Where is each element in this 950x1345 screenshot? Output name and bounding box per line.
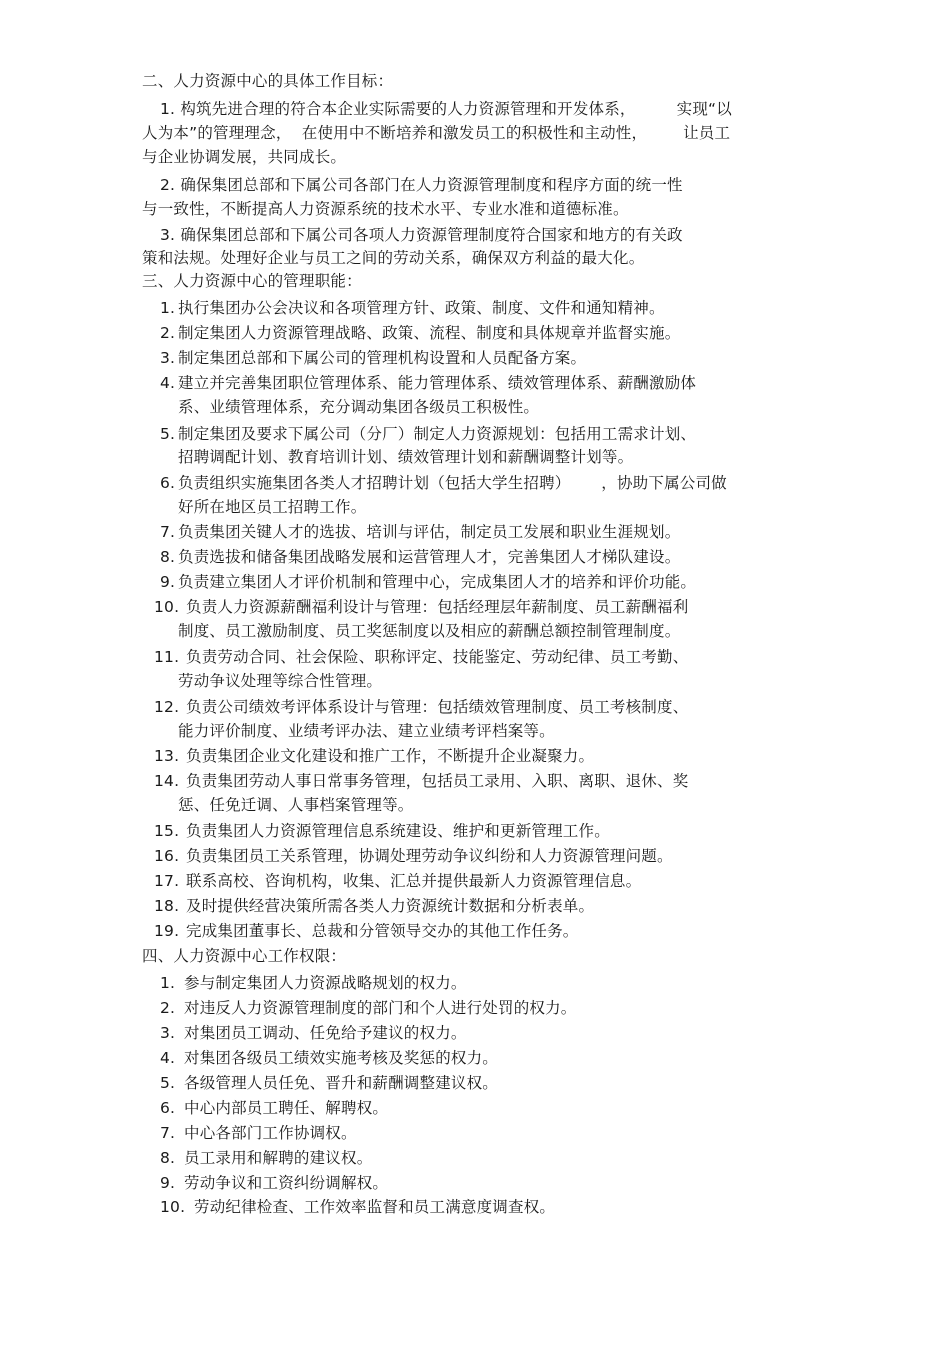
function-item-10-line-2: 制度、员工激励制度、员工奖惩制度以及相应的薪酬总额控制管理制度。 [178, 622, 681, 640]
authority-item-3-number: 3. [160, 1024, 176, 1042]
function-item-17-number: 17. [154, 872, 180, 890]
function-item-14-number: 14. [154, 772, 180, 790]
function-item-7-number: 7. [160, 523, 176, 541]
function-item-6-number: 6. [160, 474, 176, 492]
goal-3-line-2: 策和法规。处理好企业与员工之间的劳动关系，确保双方利益的最大化。 [142, 249, 645, 267]
authority-item-8-number: 8. [160, 1149, 176, 1167]
section-heading-goals: 二、人力资源中心的具体工作目标： [142, 72, 394, 90]
authority-item-1-number: 1. [160, 974, 176, 992]
authority-item-9-text: 劳动争议和工资纠纷调解权。 [184, 1174, 389, 1192]
authority-item-9-number: 9. [160, 1174, 176, 1192]
function-item-5-line-2: 招聘调配计划、教育培训计划、绩效管理计划和薪酬调整计划等。 [178, 448, 634, 466]
function-item-18-line-1: 及时提供经营决策所需各类人力资源统计数据和分析表单。 [186, 897, 595, 915]
authority-item-6-text: 中心内部员工聘任、解聘权。 [184, 1099, 389, 1117]
function-item-8-number: 8. [160, 548, 176, 566]
authority-item-2-text: 对违反人力资源管理制度的部门和个人进行处罚的权力。 [184, 999, 577, 1017]
goal-1-line-1: 1. 构筑先进合理的符合本企业实际需要的人力资源管理和开发体系， 实现“以 [160, 100, 732, 118]
function-item-17-line-1: 联系高校、咨询机构，收集、汇总并提供最新人力资源管理信息。 [186, 872, 642, 890]
function-item-3-line-1: 制定集团总部和下属公司的管理机构设置和人员配备方案。 [178, 349, 587, 367]
function-item-8-line-1: 负责选拔和储备集团战略发展和运营管理人才，完善集团人才梯队建设。 [178, 548, 681, 566]
goal-3-line-1: 3. 确保集团总部和下属公司各项人力资源管理制度符合国家和地方的有关政 [160, 226, 683, 244]
authority-item-7-number: 7. [160, 1124, 176, 1142]
function-item-5-line-1: 制定集团及要求下属公司（分厂）制定人力资源规划：包括用工需求计划、 [178, 425, 697, 443]
authority-item-4-text: 对集团各级员工绩效实施考核及奖惩的权力。 [184, 1049, 499, 1067]
function-item-11-number: 11. [154, 648, 180, 666]
function-item-11-line-2: 劳动争议处理等综合性管理。 [178, 672, 383, 690]
authority-item-5-text: 各级管理人员任免、晋升和薪酬调整建议权。 [184, 1074, 499, 1092]
function-item-16-line-1: 负责集团员工关系管理，协调处理劳动争议纠纷和人力资源管理问题。 [186, 847, 673, 865]
function-item-6-line-2: 好所在地区员工招聘工作。 [178, 498, 367, 516]
authority-item-10-text: 劳动纪律检查、工作效率监督和员工满意度调查权。 [194, 1198, 556, 1216]
function-item-18-number: 18. [154, 897, 180, 915]
function-item-1-number: 1. [160, 299, 176, 317]
function-item-5-number: 5. [160, 425, 176, 443]
function-item-7-line-1: 负责集团关键人才的选拔、培训与评估，制定员工发展和职业生涯规划。 [178, 523, 681, 541]
authority-item-4-number: 4. [160, 1049, 176, 1067]
function-item-4-line-1: 建立并完善集团职位管理体系、能力管理体系、绩效管理体系、薪酬激励体 [178, 374, 697, 392]
authority-item-8-text: 员工录用和解聘的建议权。 [184, 1149, 373, 1167]
goal-2-line-2: 与一致性，不断提高人力资源系统的技术水平、专业水准和道德标准。 [142, 200, 629, 218]
function-item-10-number: 10. [154, 598, 180, 616]
goal-1-line-3: 与企业协调发展，共同成长。 [142, 148, 347, 166]
authority-item-2-number: 2. [160, 999, 176, 1017]
authority-item-6-number: 6. [160, 1099, 176, 1117]
function-item-15-number: 15. [154, 822, 180, 840]
function-item-12-line-1: 负责公司绩效考评体系设计与管理：包括绩效管理制度、员工考核制度、 [186, 698, 689, 716]
function-item-10-line-1: 负责人力资源薪酬福利设计与管理：包括经理层年薪制度、员工薪酬福利 [186, 598, 689, 616]
function-item-2-number: 2. [160, 324, 176, 342]
function-item-14-line-2: 惩、任免迁调、人事档案管理等。 [178, 796, 414, 814]
function-item-4-number: 4. [160, 374, 176, 392]
function-item-1-line-1: 执行集团办公会决议和各项管理方针、政策、制度、文件和通知精神。 [178, 299, 665, 317]
function-item-13-number: 13. [154, 747, 180, 765]
function-item-13-line-1: 负责集团企业文化建设和推广工作，不断提升企业凝聚力。 [186, 747, 595, 765]
function-item-19-line-1: 完成集团董事长、总裁和分管领导交办的其他工作任务。 [186, 922, 579, 940]
section-heading-functions: 三、人力资源中心的管理职能： [142, 272, 362, 290]
function-item-9-number: 9. [160, 573, 176, 591]
goal-1-line-2: 人为本”的管理理念， 在使用中不断培养和激发员工的积极性和主动性， 让员工 [142, 124, 731, 142]
goal-2-line-1: 2. 确保集团总部和下属公司各部门在人力资源管理制度和程序方面的统一性 [160, 176, 683, 194]
function-item-4-line-2: 系、业绩管理体系，充分调动集团各级员工积极性。 [178, 398, 540, 416]
function-item-9-line-1: 负责建立集团人才评价机制和管理中心，完成集团人才的培养和评价功能。 [178, 573, 697, 591]
function-item-6-line-1: 负责组织实施集团各类人才招聘计划（包括大学生招聘） ，协助下属公司做 [178, 474, 727, 492]
function-item-3-number: 3. [160, 349, 176, 367]
function-item-15-line-1: 负责集团人力资源管理信息系统建设、维护和更新管理工作。 [186, 822, 610, 840]
function-item-16-number: 16. [154, 847, 180, 865]
authority-item-10-number: 10. [160, 1198, 186, 1216]
authority-item-7-text: 中心各部门工作协调权。 [184, 1124, 357, 1142]
function-item-19-number: 19. [154, 922, 180, 940]
function-item-12-number: 12. [154, 698, 180, 716]
function-item-2-line-1: 制定集团人力资源管理战略、政策、流程、制度和具体规章并监督实施。 [178, 324, 681, 342]
function-item-14-line-1: 负责集团劳动人事日常事务管理，包括员工录用、入职、离职、退休、奖 [186, 772, 689, 790]
authority-item-3-text: 对集团员工调动、任免给予建议的权力。 [184, 1024, 467, 1042]
section-heading-authority: 四、人力资源中心工作权限： [142, 947, 347, 965]
function-item-11-line-1: 负责劳动合同、社会保险、职称评定、技能鉴定、劳动纪律、员工考勤、 [186, 648, 689, 666]
authority-item-1-text: 参与制定集团人力资源战略规划的权力。 [184, 974, 467, 992]
function-item-12-line-2: 能力评价制度、业绩考评办法、建立业绩考评档案等。 [178, 722, 555, 740]
authority-item-5-number: 5. [160, 1074, 176, 1092]
